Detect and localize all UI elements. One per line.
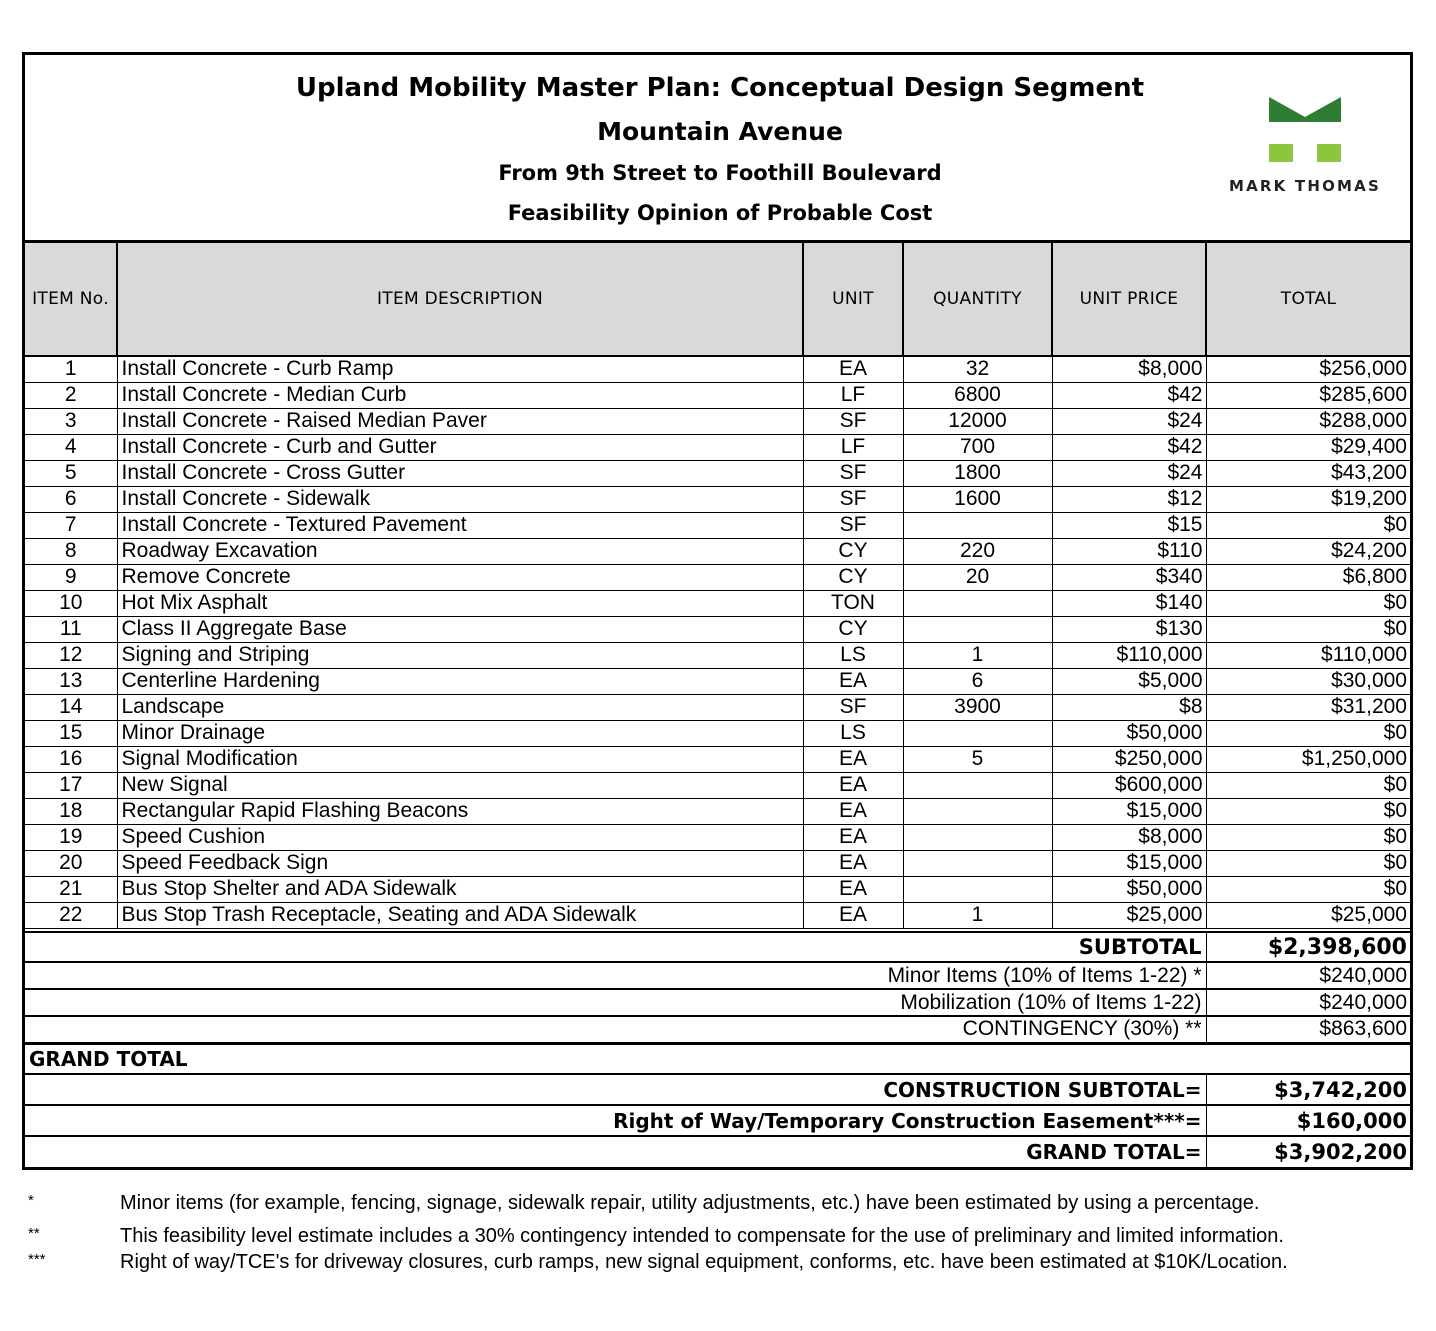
- item-quantity: [903, 824, 1052, 850]
- item-unit-price: $600,000: [1052, 772, 1206, 798]
- item-description: New Signal: [117, 772, 803, 798]
- item-unit: EA: [803, 746, 903, 772]
- item-unit: LF: [803, 382, 903, 408]
- item-description: Speed Cushion: [117, 824, 803, 850]
- table-row: [25, 902, 1410, 928]
- column-header-description: ITEM DESCRIPTION: [117, 243, 803, 356]
- right-of-way-row: [25, 1105, 1410, 1136]
- item-description: Class II Aggregate Base: [117, 616, 803, 642]
- sheet-header: [25, 55, 1410, 243]
- item-total: $30,000: [1206, 668, 1410, 694]
- item-total: $0: [1206, 798, 1410, 824]
- table-row: [25, 512, 1410, 538]
- table-row: [25, 434, 1410, 460]
- item-unit-price: $15,000: [1052, 850, 1206, 876]
- item-total: $110,000: [1206, 642, 1410, 668]
- subtotal-row: [25, 932, 1410, 962]
- item-quantity: 220: [903, 538, 1052, 564]
- item-total: $25,000: [1206, 902, 1410, 928]
- item-total: $19,200: [1206, 486, 1410, 512]
- item-quantity: [903, 616, 1052, 642]
- item-unit-price: $15,000: [1052, 798, 1206, 824]
- item-total: $0: [1206, 512, 1410, 538]
- cost-estimate-sheet: [22, 52, 1413, 1170]
- footnote-text: This feasibility level estimate includes a 30% contingency intended to compensate for the use of preliminary and limited information.: [120, 1225, 1284, 1247]
- table-row: [25, 642, 1410, 668]
- contingency-value: $863,600: [1206, 1016, 1410, 1043]
- table-row: [25, 668, 1410, 694]
- cost-items-body: [25, 356, 1410, 928]
- item-unit: CY: [803, 616, 903, 642]
- footnote-text: Right of way/TCE's for driveway closures, curb ramps, new signal equipment, conforms, etc. have been estimated at $10K/Location.: [120, 1251, 1288, 1273]
- item-quantity: 32: [903, 356, 1052, 382]
- item-quantity: 6800: [903, 382, 1052, 408]
- item-total: $0: [1206, 772, 1410, 798]
- footnote-mark: *: [28, 1192, 34, 1209]
- column-header-unit-price: UNIT PRICE: [1052, 243, 1206, 356]
- item-unit-price: $50,000: [1052, 876, 1206, 902]
- item-number: 11: [25, 616, 117, 642]
- item-total: $31,200: [1206, 694, 1410, 720]
- item-unit-price: $12: [1052, 486, 1206, 512]
- item-description: Signal Modification: [117, 746, 803, 772]
- mobilization-value: $240,000: [1206, 989, 1410, 1016]
- segment-name: Mountain Avenue: [597, 117, 843, 146]
- grand-total-row: [25, 1136, 1410, 1167]
- item-number: 13: [25, 668, 117, 694]
- table-row: [25, 772, 1410, 798]
- item-quantity: 1600: [903, 486, 1052, 512]
- item-number: 19: [25, 824, 117, 850]
- item-number: 18: [25, 798, 117, 824]
- item-quantity: 3900: [903, 694, 1052, 720]
- item-number: 2: [25, 382, 117, 408]
- item-description: Rectangular Rapid Flashing Beacons: [117, 798, 803, 824]
- table-row: [25, 460, 1410, 486]
- item-number: 8: [25, 538, 117, 564]
- table-row: [25, 590, 1410, 616]
- item-description: Remove Concrete: [117, 564, 803, 590]
- footnote-mark: ***: [28, 1251, 46, 1268]
- table-row: [25, 694, 1410, 720]
- subtotal-value: $2,398,600: [1206, 932, 1410, 962]
- item-unit-price: $130: [1052, 616, 1206, 642]
- item-unit: EA: [803, 356, 903, 382]
- item-number: 3: [25, 408, 117, 434]
- item-description: Bus Stop Shelter and ADA Sidewalk: [117, 876, 803, 902]
- item-unit: SF: [803, 486, 903, 512]
- table-row: [25, 538, 1410, 564]
- mobilization-row: [25, 989, 1410, 1016]
- item-total: $24,200: [1206, 538, 1410, 564]
- item-unit-price: $110,000: [1052, 642, 1206, 668]
- construction-subtotal-value: $3,742,200: [1206, 1074, 1410, 1105]
- item-description: Roadway Excavation: [117, 538, 803, 564]
- table-row: [25, 798, 1410, 824]
- item-description: Centerline Hardening: [117, 668, 803, 694]
- item-quantity: 1: [903, 902, 1052, 928]
- item-description: Install Concrete - Raised Median Paver: [117, 408, 803, 434]
- item-unit-price: $25,000: [1052, 902, 1206, 928]
- item-total: $0: [1206, 720, 1410, 746]
- item-total: $285,600: [1206, 382, 1410, 408]
- table-row: [25, 746, 1410, 772]
- document-title: Upland Mobility Master Plan: Conceptual Design Segment: [295, 73, 1145, 103]
- item-number: 4: [25, 434, 117, 460]
- item-unit: SF: [803, 694, 903, 720]
- column-header-quantity: QUANTITY: [903, 243, 1052, 356]
- item-unit-price: $8: [1052, 694, 1206, 720]
- item-description: Install Concrete - Cross Gutter: [117, 460, 803, 486]
- column-header-total: TOTAL: [1206, 243, 1410, 356]
- item-quantity: [903, 590, 1052, 616]
- table-row: [25, 850, 1410, 876]
- item-number: 12: [25, 642, 117, 668]
- item-unit: EA: [803, 876, 903, 902]
- item-number: 21: [25, 876, 117, 902]
- cost-items-table: [25, 243, 1410, 929]
- footnote: [0, 1225, 1436, 1253]
- item-total: $256,000: [1206, 356, 1410, 382]
- construction-subtotal-label: CONSTRUCTION SUBTOTAL=: [25, 1074, 1206, 1105]
- item-description: Install Concrete - Median Curb: [117, 382, 803, 408]
- footnote: [0, 1192, 1436, 1220]
- minor-items-value: $240,000: [1206, 962, 1410, 989]
- item-unit: SF: [803, 512, 903, 538]
- item-unit-price: $24: [1052, 460, 1206, 486]
- item-total: $0: [1206, 616, 1410, 642]
- contingency-label: CONTINGENCY (30%) **: [25, 1016, 1206, 1043]
- item-description: Install Concrete - Sidewalk: [117, 486, 803, 512]
- item-unit: SF: [803, 408, 903, 434]
- grand-total-heading: GRAND TOTAL: [25, 1043, 1410, 1074]
- item-number: 9: [25, 564, 117, 590]
- item-unit-price: $50,000: [1052, 720, 1206, 746]
- item-unit: SF: [803, 460, 903, 486]
- item-total: $0: [1206, 824, 1410, 850]
- column-header-unit: UNIT: [803, 243, 903, 356]
- item-quantity: 1800: [903, 460, 1052, 486]
- table-header-row: [25, 243, 1410, 356]
- contingency-row: [25, 1016, 1410, 1043]
- logo-mark-icon: [1215, 95, 1395, 175]
- table-row: [25, 824, 1410, 850]
- item-unit: EA: [803, 668, 903, 694]
- item-unit: EA: [803, 772, 903, 798]
- grand-total-heading-row: [25, 1043, 1410, 1074]
- item-quantity: [903, 772, 1052, 798]
- item-unit: EA: [803, 902, 903, 928]
- item-description: Signing and Striping: [117, 642, 803, 668]
- item-number: 10: [25, 590, 117, 616]
- item-unit-price: $15: [1052, 512, 1206, 538]
- item-description: Landscape: [117, 694, 803, 720]
- item-description: Minor Drainage: [117, 720, 803, 746]
- footnote-mark: **: [28, 1225, 40, 1242]
- item-quantity: [903, 720, 1052, 746]
- item-total: $0: [1206, 590, 1410, 616]
- item-total: $0: [1206, 850, 1410, 876]
- table-row: [25, 876, 1410, 902]
- item-total: $0: [1206, 876, 1410, 902]
- right-of-way-label: Right of Way/Temporary Construction Easement***=: [25, 1105, 1206, 1136]
- item-unit-price: $250,000: [1052, 746, 1206, 772]
- item-description: Install Concrete - Curb Ramp: [117, 356, 803, 382]
- item-unit: TON: [803, 590, 903, 616]
- item-unit: CY: [803, 538, 903, 564]
- right-of-way-value: $160,000: [1206, 1105, 1410, 1136]
- item-unit-price: $8,000: [1052, 824, 1206, 850]
- minor-items-label: Minor Items (10% of Items 1-22) *: [25, 962, 1206, 989]
- mobilization-label: Mobilization (10% of Items 1-22): [25, 989, 1206, 1016]
- item-number: 15: [25, 720, 117, 746]
- footnote-text: Minor items (for example, fencing, signage, sidewalk repair, utility adjustments, etc.) have been estimated by using a percentage.: [120, 1192, 1260, 1214]
- table-row: [25, 486, 1410, 512]
- item-description: Install Concrete - Textured Pavement: [117, 512, 803, 538]
- item-quantity: 6: [903, 668, 1052, 694]
- item-number: 20: [25, 850, 117, 876]
- item-number: 14: [25, 694, 117, 720]
- item-quantity: 5: [903, 746, 1052, 772]
- item-unit: EA: [803, 850, 903, 876]
- item-number: 22: [25, 902, 117, 928]
- item-total: $288,000: [1206, 408, 1410, 434]
- item-unit-price: $8,000: [1052, 356, 1206, 382]
- grand-total-value: $3,902,200: [1206, 1136, 1410, 1167]
- item-description: Hot Mix Asphalt: [117, 590, 803, 616]
- segment-limits: From 9th Street to Foothill Boulevard: [498, 161, 942, 185]
- item-unit: LS: [803, 642, 903, 668]
- item-total: $29,400: [1206, 434, 1410, 460]
- item-unit-price: $24: [1052, 408, 1206, 434]
- item-number: 7: [25, 512, 117, 538]
- item-unit-price: $140: [1052, 590, 1206, 616]
- item-total: $1,250,000: [1206, 746, 1410, 772]
- item-unit-price: $340: [1052, 564, 1206, 590]
- table-row: [25, 408, 1410, 434]
- table-row: [25, 564, 1410, 590]
- item-quantity: [903, 798, 1052, 824]
- table-row: [25, 382, 1410, 408]
- item-number: 16: [25, 746, 117, 772]
- item-number: 5: [25, 460, 117, 486]
- item-quantity: 12000: [903, 408, 1052, 434]
- item-unit: LF: [803, 434, 903, 460]
- item-quantity: 1: [903, 642, 1052, 668]
- footnote: [0, 1251, 1436, 1279]
- item-unit: CY: [803, 564, 903, 590]
- item-quantity: [903, 850, 1052, 876]
- column-header-item-no: ITEM No.: [25, 243, 117, 356]
- table-row: [25, 356, 1410, 382]
- table-row: [25, 720, 1410, 746]
- grand-total-label: GRAND TOTAL=: [25, 1136, 1206, 1167]
- construction-subtotal-row: [25, 1074, 1410, 1105]
- item-unit-price: $110: [1052, 538, 1206, 564]
- minor-items-row: [25, 962, 1410, 989]
- item-description: Speed Feedback Sign: [117, 850, 803, 876]
- item-unit-price: $5,000: [1052, 668, 1206, 694]
- item-quantity: 20: [903, 564, 1052, 590]
- item-number: 17: [25, 772, 117, 798]
- item-quantity: 700: [903, 434, 1052, 460]
- item-number: 1: [25, 356, 117, 382]
- item-unit-price: $42: [1052, 434, 1206, 460]
- item-unit: LS: [803, 720, 903, 746]
- table-row: [25, 616, 1410, 642]
- item-description: Bus Stop Trash Receptacle, Seating and ADA Sidewalk: [117, 902, 803, 928]
- item-quantity: [903, 876, 1052, 902]
- item-total: $43,200: [1206, 460, 1410, 486]
- document-subtitle: Feasibility Opinion of Probable Cost: [507, 201, 933, 225]
- item-unit: EA: [803, 798, 903, 824]
- item-quantity: [903, 512, 1052, 538]
- item-total: $6,800: [1206, 564, 1410, 590]
- item-unit: EA: [803, 824, 903, 850]
- logo-wordmark: MARK THOMAS: [1228, 177, 1381, 195]
- totals-table: [25, 931, 1410, 1167]
- item-description: Install Concrete - Curb and Gutter: [117, 434, 803, 460]
- mark-thomas-logo: [1215, 95, 1395, 205]
- item-unit-price: $42: [1052, 382, 1206, 408]
- item-number: 6: [25, 486, 117, 512]
- subtotal-label: SUBTOTAL: [25, 932, 1206, 962]
